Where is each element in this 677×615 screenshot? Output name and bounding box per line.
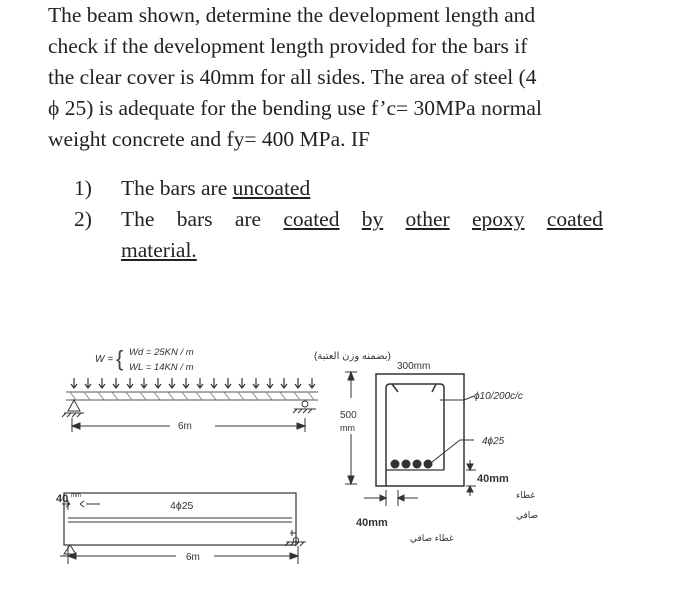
dead-load-label: Wd = 25KN / m	[129, 347, 194, 358]
arabic-note: (بضمنه وزن العتبة)	[314, 351, 391, 362]
arabic-cover-label: غطاء	[516, 490, 536, 500]
arabic-cover-label: صافي	[516, 510, 539, 520]
span-label: 6m	[186, 552, 200, 563]
span-label: 6m	[178, 421, 192, 432]
cover-bottom-label: 40mm	[356, 517, 388, 529]
span-dimension-bottom	[68, 546, 298, 564]
case-text: The bars are	[121, 176, 233, 200]
reinforcing-bars	[391, 460, 433, 469]
load-brace: {	[116, 346, 124, 371]
problem-line: The beam shown, determine the development length and	[48, 3, 536, 27]
case-text: material.	[121, 238, 197, 262]
stirrup-label: ϕ10/200c/c	[474, 391, 523, 402]
case-word: epoxy	[472, 207, 525, 231]
bars-section-label: 4ϕ25	[482, 436, 505, 447]
depth-label: 500	[340, 410, 357, 421]
bottom-left-support	[60, 545, 80, 556]
arabic-cover-label: غطاء صافي	[410, 533, 454, 543]
depth-unit: mm	[340, 423, 355, 433]
case-word: coated	[283, 207, 340, 231]
beam-cross-section	[376, 374, 474, 486]
case-word: are	[234, 207, 262, 231]
distributed-load	[66, 378, 318, 400]
cover-right-label: 40mm	[477, 473, 509, 485]
problem-line: weight concrete and fy= 400 MPa. IF	[48, 127, 371, 151]
case-number: 2)	[74, 207, 92, 231]
case-number: 1)	[74, 176, 92, 200]
bottom-cover-dimension	[364, 490, 418, 506]
case-word: The	[121, 207, 155, 231]
case-word: other	[405, 207, 450, 231]
cover-unit: mm	[71, 493, 81, 499]
case-word: bars	[176, 207, 213, 231]
load-label: W =	[95, 354, 114, 365]
cover-label: 40	[56, 493, 69, 505]
problem-line: the clear cover is 40mm for all sides. The area of steel (4	[48, 65, 537, 89]
case-word: coated	[546, 207, 603, 231]
case-word: by	[361, 207, 384, 231]
live-load-label: WL = 14KN / m	[129, 362, 194, 373]
left-support	[62, 400, 84, 417]
problem-line: check if the development length provided for the bars if	[48, 34, 528, 58]
right-support	[293, 401, 316, 413]
case-keyword: uncoated	[232, 176, 311, 200]
width-label: 300mm	[397, 361, 431, 372]
problem-line: ϕ 25) is adequate for the bending use f’c= 30MPa normal	[48, 96, 542, 120]
bars-label: 4ϕ25	[170, 500, 194, 512]
right-cover-dimension	[466, 460, 476, 496]
